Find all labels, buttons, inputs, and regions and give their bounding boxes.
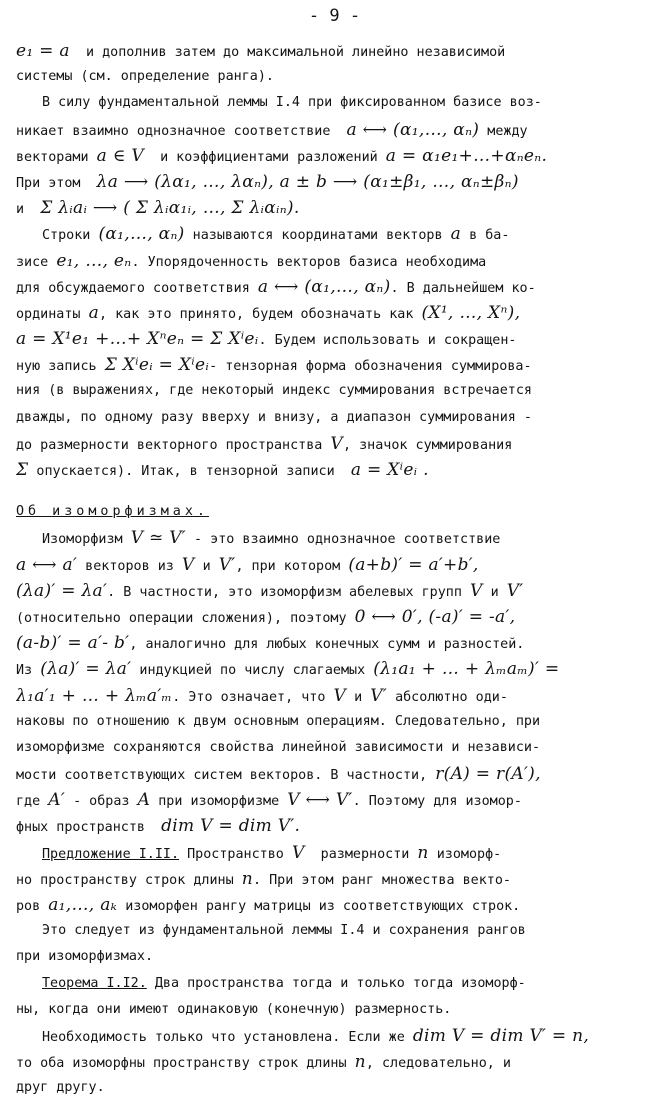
theorem-label: Теорема I.I2. bbox=[42, 975, 147, 991]
text-line: Σ опускается). Итак, в тензорной записи a = Xⁱeᵢ . bbox=[16, 460, 429, 480]
text-line: векторами a ∈ V и коэффициентами разложений a = α₁e₁+…+αₙeₙ. bbox=[16, 145, 548, 166]
text-line: но пространству строк длины n. При этом ранг множества векто- bbox=[16, 868, 511, 889]
text-line: Предложение I.II. Пространство V размерности n изоморф- bbox=[42, 842, 502, 863]
text-line: при изоморфизмах. bbox=[16, 949, 154, 965]
text-line: ную запись Σ Xⁱeᵢ = Xⁱeᵢ- тензорная форма обозначения суммирова- bbox=[16, 355, 532, 376]
text-line: Изоморфизм V ≃ V′ - это взаимно однозначное соответствие bbox=[42, 528, 501, 549]
text-line: ны, когда они имеют одинаковую (конечную) размерность. bbox=[16, 1001, 452, 1017]
text-line: Необходимость только что установлена. Если же dim V = dim V′ = n, bbox=[42, 1025, 590, 1046]
text-line: e₁ = a и дополнив затем до максимальной линейно независимой bbox=[16, 41, 506, 61]
text-line: Строки (α₁,…, αₙ) называются координатами векторв a в ба- bbox=[42, 224, 510, 245]
text-line: дважды, по одному разу вверху и внизу, а диапазон суммирования - bbox=[16, 409, 532, 425]
text-line: зисе e₁, …, eₙ. Упорядоченность векторов базиса необходима bbox=[16, 250, 487, 271]
text-line: (λa)′ = λa′. В частности, это изоморфизм абелевых групп V и V′ bbox=[16, 580, 524, 601]
text-line: a = X¹e₁ +…+ Xⁿeₙ = Σ Xⁱeᵢ. Будем использовать и сокращен- bbox=[16, 329, 517, 350]
text-line: наковы по отношению к двум основным операциям. Следовательно, при bbox=[16, 713, 541, 729]
text-line: Теорема I.I2. Два пространства тогда и только тогда изоморф- bbox=[42, 975, 526, 991]
proposition-label: Предложение I.II. bbox=[42, 846, 180, 862]
page-body bbox=[16, 38, 654, 1102]
text-line: В силу фундаментальной леммы I.4 при фиксированном базисе воз- bbox=[42, 95, 542, 111]
text-line: мости соответствующих систем векторов. В частности, r(A) = r(A′), bbox=[16, 764, 541, 785]
text-line: до размерности векторного пространства V, значок суммирования bbox=[16, 433, 513, 454]
text-line: (относительно операции сложения), поэтому 0 ⟷ 0′, (-a)′ = -a′, bbox=[16, 606, 516, 627]
section-heading: Об изоморфизмах. bbox=[16, 504, 209, 520]
text-line: и Σ λᵢaᵢ ⟶ ( Σ λᵢα₁ᵢ, …, Σ λᵢαᵢₙ). bbox=[16, 198, 300, 219]
page-number: - 9 - bbox=[308, 6, 361, 26]
text-line: то оба изоморфны пространству строк длины n, следовательно, и bbox=[16, 1052, 511, 1073]
text-line: (a-b)′ = a′- b′, аналогично для любых конечных сумм и разностей. bbox=[16, 633, 525, 654]
text-line: системы (см. определение ранга). bbox=[16, 69, 274, 85]
text-line: друг другу. bbox=[16, 1080, 105, 1096]
text-line: изоморфизме сохраняются свойства линейной зависимости и независи- bbox=[16, 739, 541, 755]
text-line: ния (в выражениях, где некоторый индекс суммирования встречается bbox=[16, 383, 532, 399]
text-line: При этом λa ⟶ (λα₁, …, λαₙ), a ± b ⟶ (α₁±β₁, …, αₙ±βₙ) bbox=[16, 171, 519, 192]
text-line: никает взаимно однозначное соответствие a ⟷ (α₁,…, αₙ) между bbox=[16, 119, 528, 140]
text-line: фных пространств dim V = dim V′. bbox=[16, 816, 301, 837]
text-line: Это следует из фундаментальной леммы I.4 и сохранения рангов bbox=[42, 923, 526, 939]
text-line: где A′ - образ A при изоморфизме V ⟷ V′. Поэтому для изомор- bbox=[16, 790, 522, 811]
text-line: ров a₁,…, aₖ изоморфен рангу матрицы из соответствующих строк. bbox=[16, 895, 521, 915]
text-line: λ₁a′₁ + … + λₘa′ₘ. Это означает, что V и V′ абсолютно оди- bbox=[16, 685, 508, 706]
spacer bbox=[16, 483, 654, 499]
text-line: Из (λa)′ = λa′ индукцией по числу слагаемых (λ₁a₁ + … + λₘaₘ)′ = bbox=[16, 659, 560, 680]
text-line: для обсуждаемого соответствия a ⟷ (α₁,…, αₙ). В дальнейшем ко- bbox=[16, 276, 536, 297]
text-line: ординаты a, как это принято, будем обозначать как (X¹, …, Xⁿ), bbox=[16, 302, 521, 323]
text-line: a ⟷ a′ векторов из V и V′, при котором (a+b)′ = a′+b′, bbox=[16, 554, 479, 575]
